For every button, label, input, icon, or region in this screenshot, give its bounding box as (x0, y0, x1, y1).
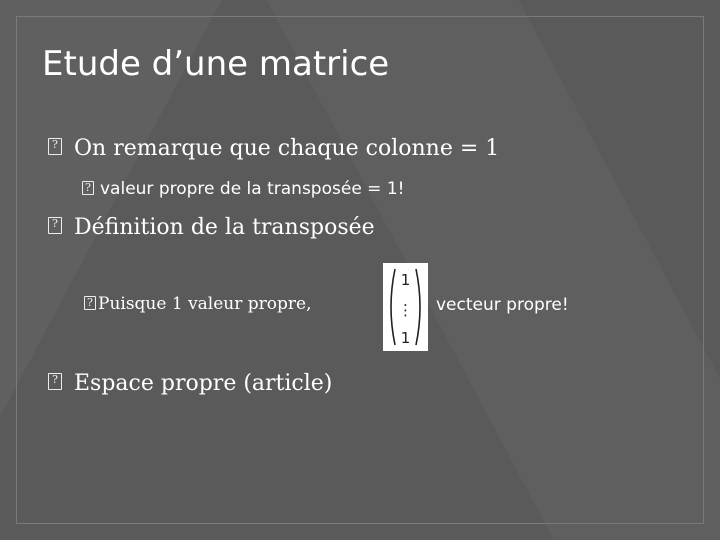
bullet-item-column-sum (48, 136, 499, 161)
bullet-icon: ? (82, 181, 94, 195)
bullet-text: Définition de la transposée (74, 215, 375, 240)
subbullet-item-eigenvector (84, 294, 312, 314)
vector-ellipsis: ⋮ (398, 301, 413, 319)
bullet-icon: ? (48, 217, 62, 234)
slide-title: Etude d’une matrice (42, 44, 390, 84)
subbullet-text: valeur propre de la transposée = 1! (100, 179, 405, 199)
bullet-text: On remarque que chaque colonne = 1 (74, 136, 500, 161)
vector-bottom-entry: 1 (400, 329, 411, 347)
left-paren (391, 269, 395, 345)
bullet-icon: ? (48, 138, 62, 155)
slide-frame (16, 16, 704, 524)
bullet-item-eigenspace (48, 371, 332, 396)
bullet-icon: ? (84, 296, 96, 310)
bullet-text: Espace propre (article) (74, 371, 333, 396)
bullet-icon: ? (48, 373, 62, 390)
subbullet-text-before: Puisque 1 valeur propre, (98, 294, 312, 314)
bullet-item-transpose-definition (48, 215, 375, 240)
subbullet-text-after: vecteur propre! (436, 295, 569, 315)
ones-vector-svg (383, 263, 428, 351)
vector-top-entry: 1 (400, 271, 411, 289)
right-paren (416, 269, 420, 345)
ones-vector-image (383, 263, 428, 351)
subbullet-item-eigenvalue (82, 179, 404, 199)
